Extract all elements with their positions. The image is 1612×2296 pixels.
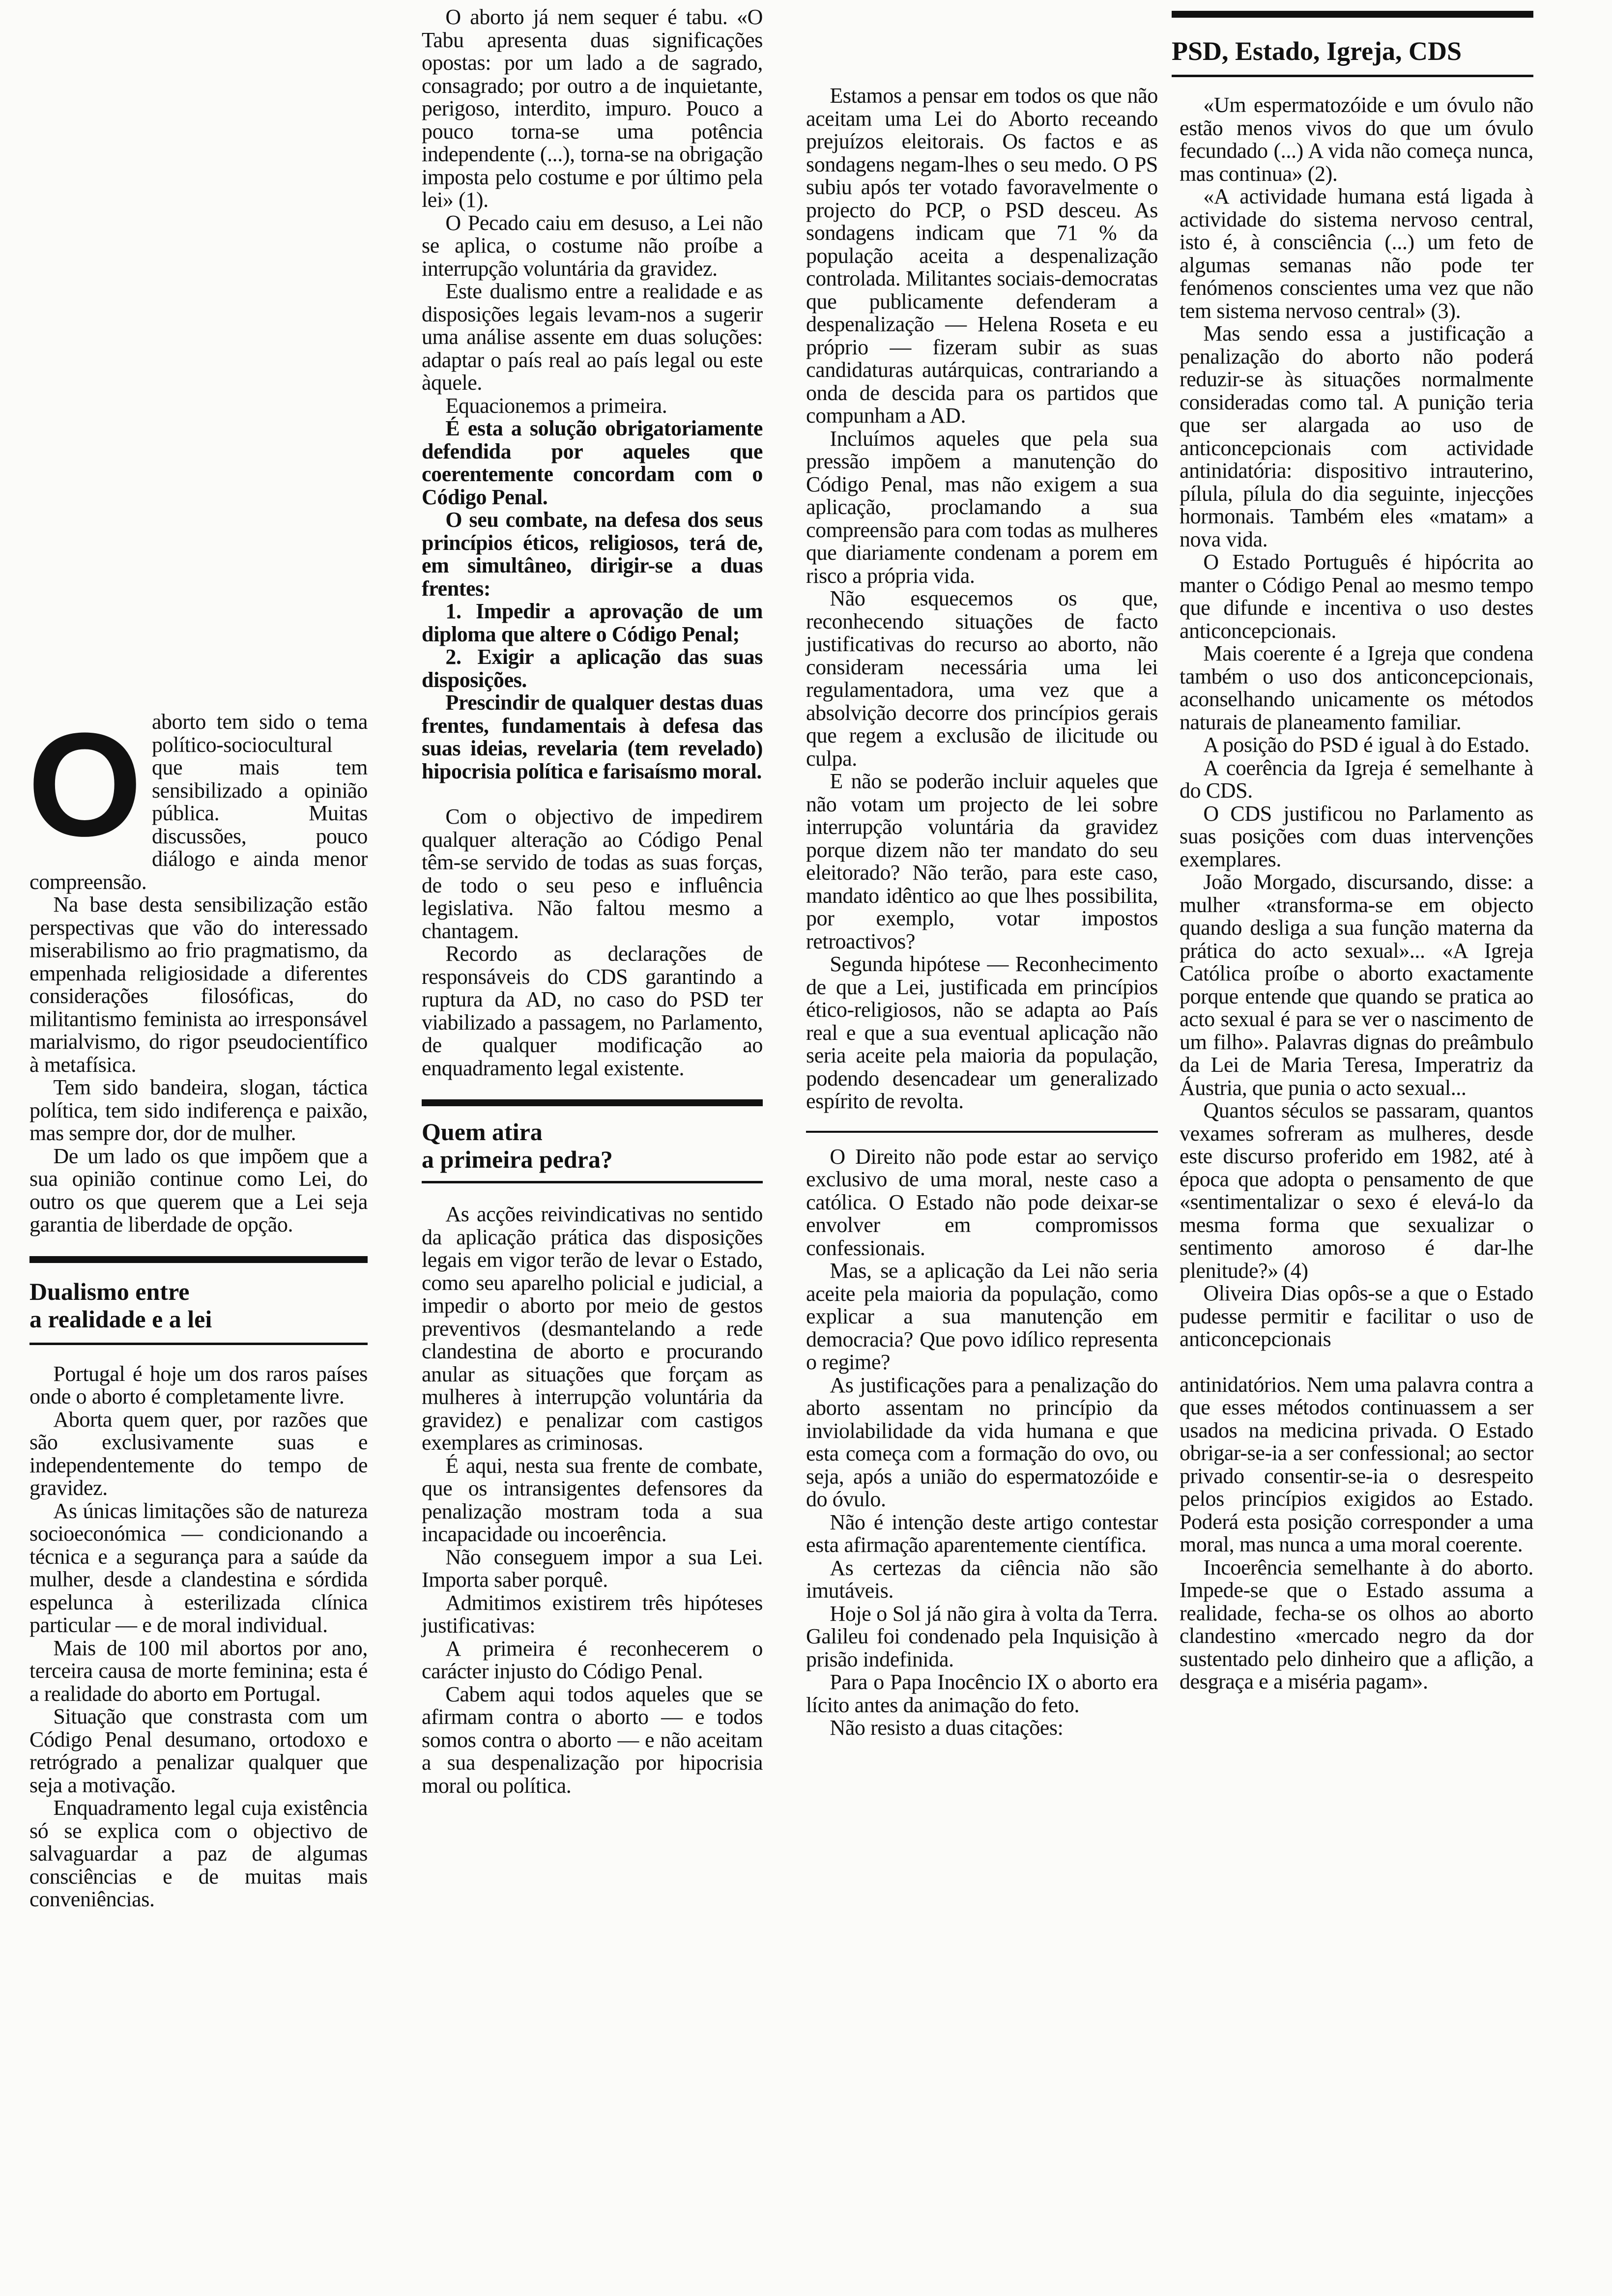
paragraph: É aqui, nesta sua frente de combate, que os intransigentes defensores da penalização mostram toda a sua incapacidade ou incoerência. <box>422 1453 763 1546</box>
paragraph: Recordo as declarações de responsáveis do CDS garantindo a ruptura da AD, no caso do PSD ter viabilizado a passagem, no Parlamento, de qualquer modificação ao enquadramento legal existente. <box>422 942 763 1080</box>
heading-line: a primeira pedra? <box>422 1146 613 1173</box>
section-rule <box>422 1181 763 1183</box>
section-rule-thick <box>1172 11 1533 18</box>
paragraph: Não resisto a duas citações: <box>830 1716 1064 1740</box>
paragraph: Com o objectivo de impedirem qualquer alteração ao Código Penal têm-se servido de todas as suas forças, de todo o seu peso e influência legislativa. Não faltou mesmo a chantagem. <box>422 804 763 943</box>
paragraph: Na base desta sensibilização estão perspectivas que vão do interessado miserabilismo ao frio pragmatismo, da empenhada religiosidade a diferentes considerações filosóficas, do militantismo feminista ao irresponsável marialvismo, do rigor pseudocientífico à metafísica. <box>29 892 368 1077</box>
paragraph: Tem sido bandeira, slogan, táctica política, tem sido indiferença e paixão, mas sempre dor, dor de mulher. <box>29 1075 368 1145</box>
column-4-body-continued <box>1180 1374 1533 1693</box>
section-heading-psd-estado: PSD, Estado, Igreja, CDS <box>1172 36 1462 66</box>
paragraph: Não é intenção deste artigo contestar esta afirmação aparentemente científica. <box>806 1510 1158 1557</box>
paragraph: Incoerência semelhante à do aborto. Impede-se que o Estado assuma a realidade, fecha-se os olhos ao aborto clandestino «mercado negro da dor sustentado pelo dinheiro que a aflição, a desgraça e a miséria pagam». <box>1180 1555 1533 1693</box>
section-rule-thick <box>29 1256 368 1263</box>
paragraph: Mais coerente é a Igreja que condena também o uso dos anticoncepcionais, aconselhando unicamente os métodos naturais de planeamento familiar. <box>1180 641 1533 734</box>
paragraph: A primeira é reconhecerem o carácter injusto do Código Penal. <box>422 1636 763 1683</box>
section-rule <box>29 1343 368 1345</box>
paragraph: «Um espermatozóide e um óvulo não estão menos vivos do que um óvulo fecundado (...) A vida não começa nunca, mas continua» (2). <box>1180 93 1533 186</box>
column-1-intro <box>29 711 368 1236</box>
paragraph: Para o Papa Inocêncio IX o aborto era lícito antes da animação do feto. <box>806 1670 1158 1717</box>
column-3 <box>806 85 1158 1740</box>
paragraph: O Direito não pode estar ao serviço exclusivo de uma moral, neste caso a católica. O Estado não pode deixar-se envolver em compromissos confessionais. <box>806 1144 1158 1260</box>
paragraph: Segunda hipótese — Reconhecimento de que a Lei, justificada em princípios ético-religiosos, não se adapta ao País real e que a sua eventual aplicação não seria aceite pela maioria da população, podendo desencadear um generalizado espírito de revolta. <box>806 952 1158 1113</box>
paragraph: Mais de 100 mil abortos por ano, terceira causa de morte feminina; esta é a realidade do aborto em Portugal. <box>29 1636 368 1706</box>
paragraph: antinidatórios. Nem uma palavra contra a que esses métodos continuassem a ser usados na medicina privada. O Estado obrigar-se-ia a ser confessional; ao sector privado consentir-se-ia o desrespeito pelos princípios exigidos ao Estado. Poderá esta posição corresponder a uma moral, mas nunca a uma moral coerente. <box>1180 1372 1533 1556</box>
column-4-body <box>1180 94 1533 1351</box>
section-rule <box>1172 75 1533 77</box>
paragraph: E não se poderão incluir aqueles que não votam um projecto de lei sobre interrupção voluntária da gravidez porque dizem não ter mandato do seu eleitorado? Não terão, para este caso, mandato idêntico ao que lhes possibilita, por exemplo, votar impostos retroactivos? <box>806 769 1158 953</box>
paragraph: Não conseguem impor a sua Lei. Importa saber porquê. <box>422 1545 763 1592</box>
paragraph: Estamos a pensar em todos os que não aceitam uma Lei do Aborto receando prejuízos eleitorais. Os factos e as sondagens negam-lhes o seu medo. O PS subiu após ter votado favoravelmente o projecto do PCP, o PSD desceu. As sondagens indicam que 71 % da população aceita a despenalização controlada. Militantes sociais-democratas que publicamente defenderam a despenalização — Helena Roseta e eu próprio — fizeram subir as suas candidaturas autárquicas, contrariando a onda de descida para os partidos que compunham a AD. <box>806 84 1158 428</box>
column-4 <box>1172 11 1533 1693</box>
column-2 <box>422 6 763 1797</box>
paragraph: Equacionemos a primeira. <box>445 393 667 418</box>
paragraph: 1. Impedir a aprovação de um diploma que altere o Código Penal; <box>422 599 763 646</box>
paragraph: João Morgado, discursando, disse: a mulher «transforma-se em objecto quando desliga a sua função materna da prática do acto sexual»... «A Igreja Católica proíbe o aborto exactamente porque entende que quando se pratica ao acto sexual é para se ver o nascimento de um filho». Palavras dignas do preâmbulo da Lei de Maria Teresa, Imperatriz da Áustria, que punia o acto sexual... <box>1180 870 1533 1100</box>
paragraph: Situação que constrasta com um Código Penal desumano, ortodoxo e retrógrado a penalizar qualquer que seja a motivação. <box>29 1704 368 1797</box>
paragraph: Admitimos existirem três hipóteses justificativas: <box>422 1590 763 1637</box>
paragraph: Mas, se a aplicação da Lei não seria aceite pela maioria da população, como explicar a sua manutenção em democracia? Que povo idílico representa o regime? <box>806 1259 1158 1374</box>
paragraph: As certezas da ciência não são imutáveis. <box>806 1555 1158 1603</box>
paragraph: Mas sendo essa a justificação a penalização do aborto não poderá reduzir-se às situações normalmente consideradas como tal. A punição teria que ser alargada ao uso de anticoncepcionais com actividade antinidatória: dispositivo intrauterino, pílula, pílula do dia seguinte, injecções hormonais. Também eles «matam» a nova vida. <box>1180 321 1533 551</box>
paragraph: O CDS justificou no Parlamento as suas posições com duas intervenções exemplares. <box>1180 801 1533 871</box>
column-2-body <box>422 6 763 1080</box>
paragraph: Incluímos aqueles que pela sua pressão impõem a manutenção do Código Penal, mas não exigem a sua aplicação, proclamando a sua compreensão para com todas as mulheres que diariamente condenam a porem em risco a própria vida. <box>806 426 1158 588</box>
paragraph: Quantos séculos se passaram, quantos vexames sofreram as mulheres, desde este discurso proferido em 1982, até à época que adopta o pensamento de que «sentimentalizar o sexo é elevá-lo da mesma forma que sexualizar o sentimento amoroso é dar-lhe plenitude?» (4) <box>1180 1098 1533 1283</box>
paragraph: As acções reivindicativas no sentido da aplicação prática das disposições legais em vigor terão de levar o Estado, como seu aparelho policial e judicial, a impedir o aborto por meio de gestos preventivos (desmantelando a rede clandestina de aborto e procurando anular as situações que forçam as mulheres à interrupção voluntária da gravidez) e penalizar com castigos exemplares as criminosas. <box>422 1202 763 1455</box>
paragraph: O seu combate, na defesa dos seus princípios éticos, religiosos, terá de, em simultâneo, dirigir-se a duas frentes: <box>422 508 763 601</box>
paragraph: As únicas limitações são de natureza socioeconómica — condicionando a técnica e a segurança para a saúde da mulher, desde a clandestina e sórdida espelunca à esterilizada clínica particular — e de moral individual. <box>29 1498 368 1637</box>
paragraph: Este dualismo entre a realidade e as disposições legais levam-nos a sugerir uma análise assente em duas soluções: adaptar o país real ao país legal ou este àquele. <box>422 279 763 395</box>
paragraph: As justificações para a penalização do aborto assentam no princípio da inviolabilidade da vida humana e que esta começa com a formação do ovo, ou seja, após a união do espermatozóide e do óvulo. <box>806 1373 1158 1511</box>
paragraph: Hoje o Sol já não gira à volta da Terra. Galileu foi condenado pela Inquisição à prisão indefinida. <box>806 1601 1158 1671</box>
section-rule <box>806 1131 1158 1133</box>
drop-cap: O <box>28 711 142 858</box>
column-1-body <box>29 1363 368 1911</box>
column-2-body-continued <box>422 1203 763 1797</box>
section-heading-quem-atira <box>422 1118 763 1173</box>
paragraph: O Pecado caiu em desuso, a Lei não se aplica, o costume não proíbe a interrupção voluntária da gravidez. <box>422 210 763 281</box>
heading-line: Dualismo entre <box>29 1277 190 1305</box>
paragraph: «A actividade humana está ligada à actividade do sistema nervoso central, isto é, à consciência (...) um feto de algumas semanas não pode ter fenómenos conscientes uma vez que não tem sistema nervoso central» (3). <box>1180 184 1533 323</box>
paragraph: 2. Exigir a aplicação das suas disposições. <box>422 645 763 692</box>
paragraph: O Estado Português é hipócrita ao manter o Código Penal ao mesmo tempo que difunde e incentiva o uso destes anticoncepcionais. <box>1180 550 1533 643</box>
column-3-body <box>806 85 1158 1113</box>
paragraph: Prescindir de qualquer destas duas frentes, fundamentais à defesa das suas ideias, revelaria (tem revelado) hipocrisia política e farisaísmo moral. <box>422 690 763 783</box>
paragraph: Cabem aqui todos aqueles que se afirmam contra o aborto — e todos somos contra o aborto — e não aceitam a sua despenalização por hipocrisia moral ou política. <box>422 1682 763 1798</box>
paragraph: A posição do PSD é igual à do Estado. <box>1203 733 1529 757</box>
column-1 <box>29 711 368 1911</box>
heading-line: Quem atira <box>422 1118 543 1146</box>
paragraph: De um lado os que impõem que a sua opinião continue como Lei, do outro os que querem que a Lei seja garantia de liberdade de opção. <box>29 1144 368 1236</box>
heading-line: a realidade e a lei <box>29 1305 212 1333</box>
paragraph: Oliveira Dias opôs-se a que o Estado pudesse permitir e facilitar o uso de anticoncepcionais <box>1180 1281 1533 1351</box>
section-rule-thick <box>422 1099 763 1106</box>
paragraph: Portugal é hoje um dos raros países onde o aborto é completamente livre. <box>29 1361 368 1408</box>
paragraph: Aborta quem quer, por razões que são exclusivamente suas e independentemente do tempo de gravidez. <box>29 1407 368 1500</box>
section-heading-dualismo <box>29 1278 368 1333</box>
column-3-body-continued <box>806 1146 1158 1740</box>
paragraph: Não esquecemos os que, reconhecendo situações de facto justificativas do recurso ao aborto, não consideram necessária uma lei regulamentadora, uma vez que a absolvição decorre dos princípios gerais que regem a exclusão de ilicitude ou culpa. <box>806 586 1158 771</box>
paragraph: O aborto já nem sequer é tabu. «O Tabu apresenta duas significações opostas: por um lado a de sagrado, consagrado; por outro a de inquietante, perigoso, interdito, impuro. Pouco a pouco torna-se uma potência independente (...), torna-se na obrigação imposta pelo costume e por último pela lei» (1). <box>422 5 763 212</box>
paragraph: A coerência da Igreja é semelhante à do CDS. <box>1180 755 1533 803</box>
paragraph: Enquadramento legal cuja existência só se explica com o objectivo de salvaguardar a paz de algumas consciências e de muitas mais conveniências. <box>29 1796 368 1911</box>
paragraph: aborto tem sido o tema político-sociocultural que mais tem sensibilizado a opinião pública. Muitas discussões, pouco diálogo e ainda menor compreensão. <box>29 710 368 894</box>
paragraph: É esta a solução obrigatoriamente defendida por aqueles que coerentemente concordam com o Código Penal. <box>422 416 763 509</box>
